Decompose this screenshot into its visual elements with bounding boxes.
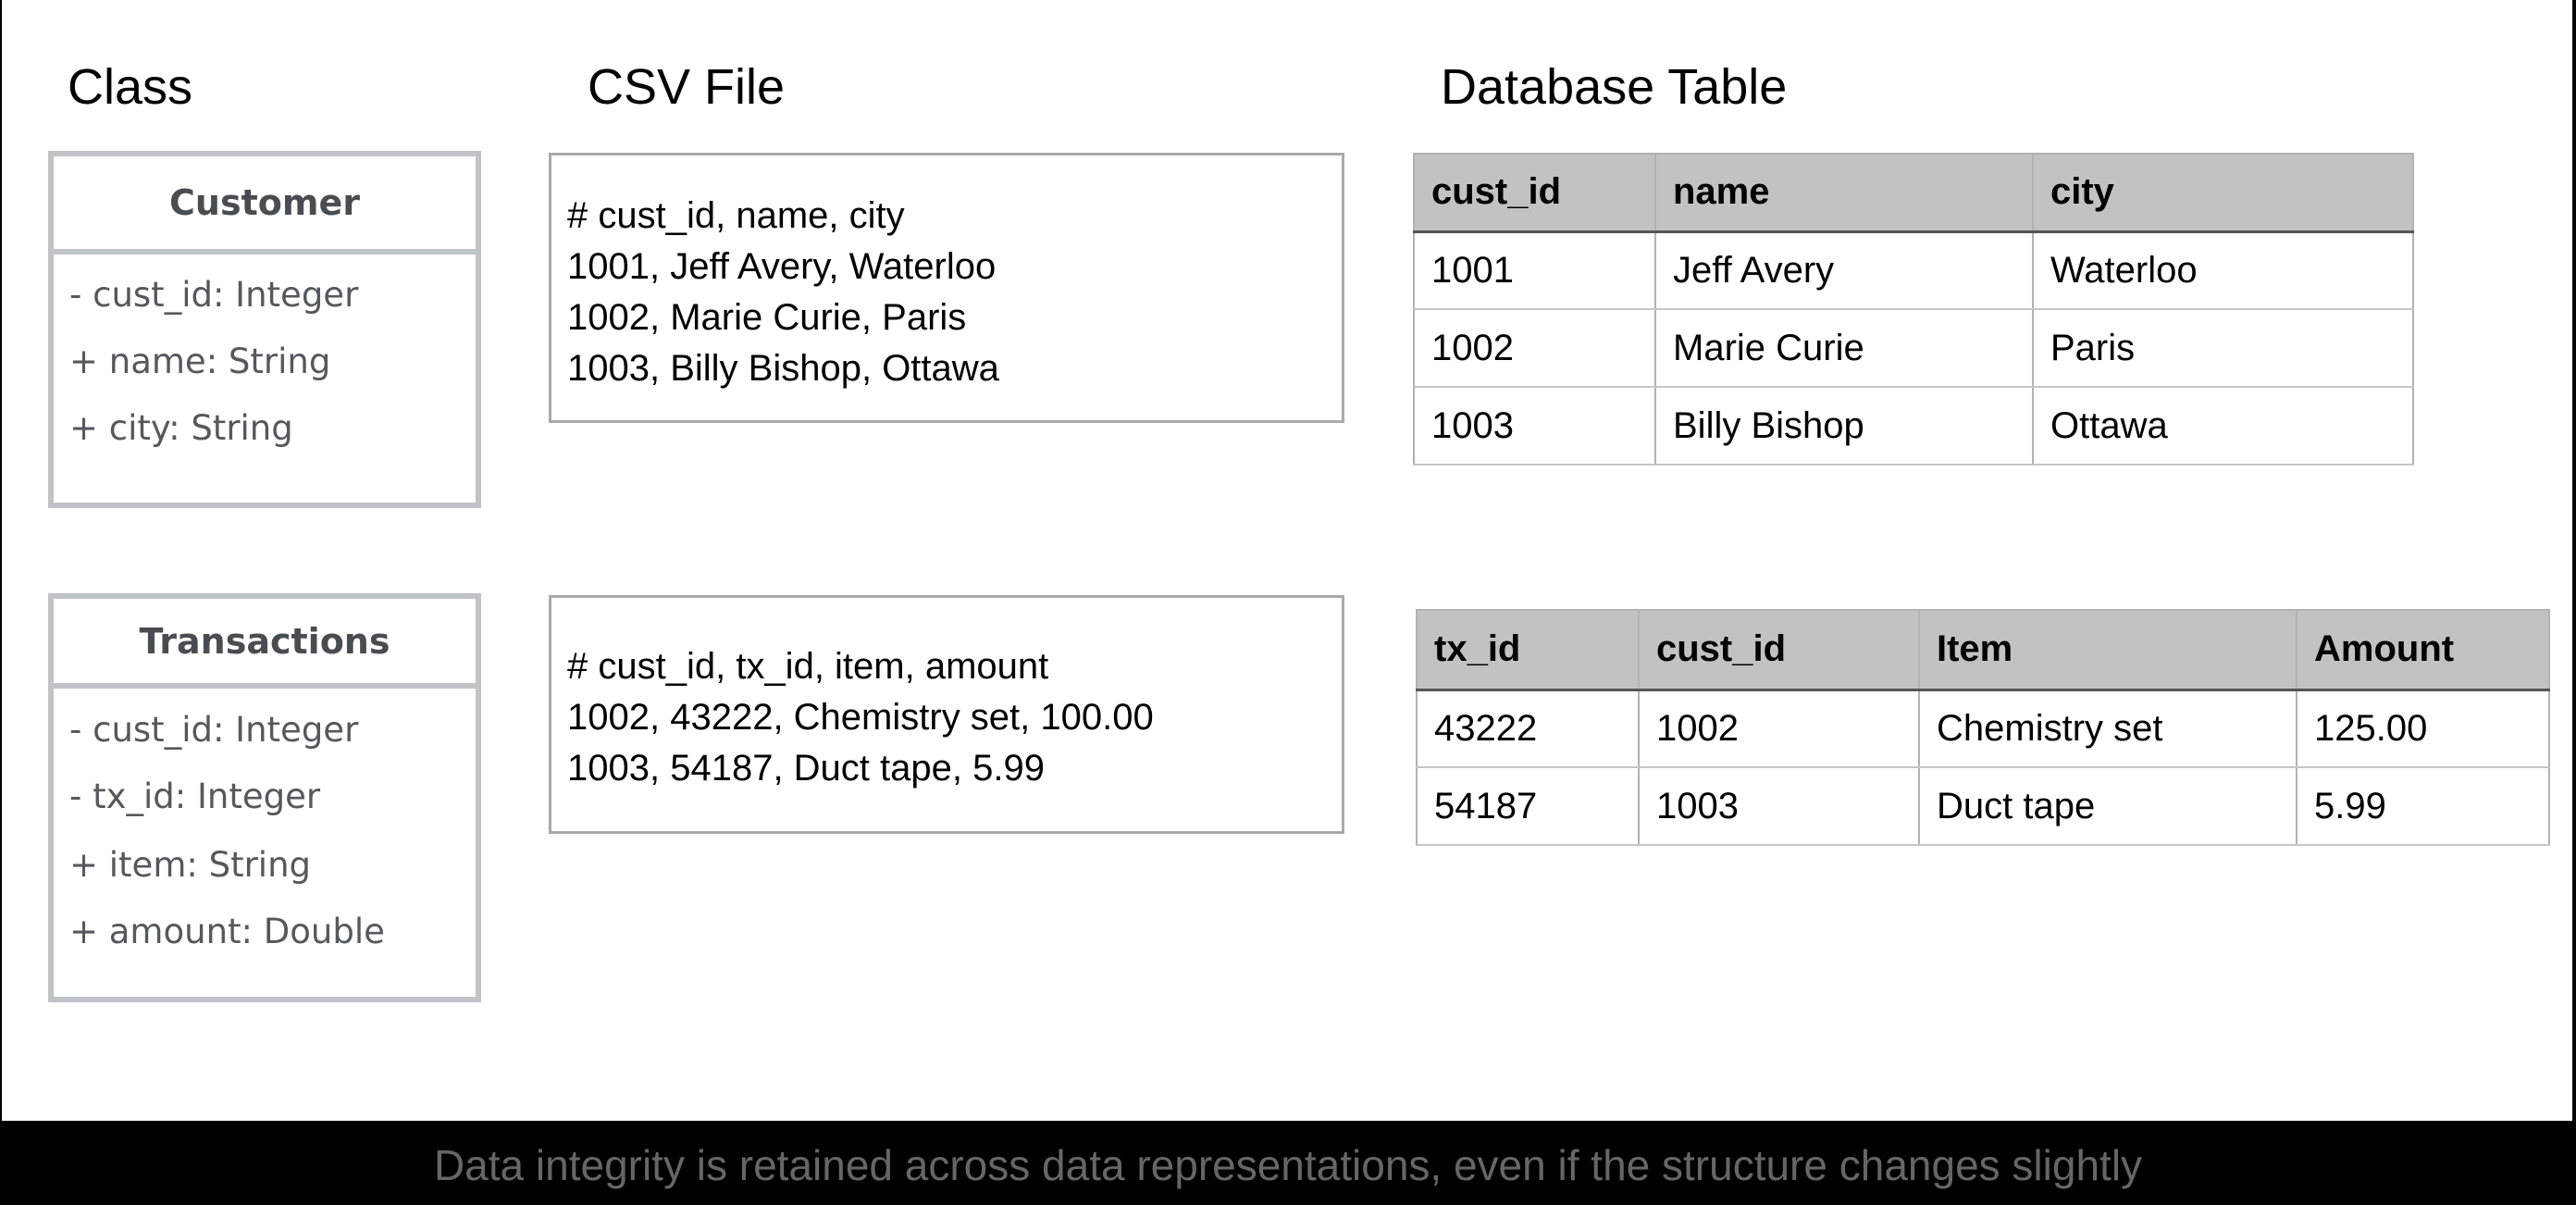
table-cell: Waterloo (2033, 231, 2413, 309)
table-cell: Paris (2033, 309, 2413, 387)
db-table-customers (1413, 153, 2414, 466)
table-cell: 5.99 (2297, 767, 2549, 845)
table-cell: Marie Curie (1655, 309, 2033, 387)
db-table-transactions (1416, 609, 2550, 846)
uml-attribute: - tx_id: Integer (69, 776, 321, 816)
csv-line: # cust_id, tx_id, item, amount (567, 646, 1049, 687)
table-cell: 125.00 (2297, 689, 2549, 767)
heading-csv-file: CSV File (588, 59, 786, 115)
table-cell: 1002 (1414, 309, 1655, 387)
uml-attribute: - cust_id: Integer (69, 275, 359, 315)
table-cell: Ottawa (2033, 387, 2413, 465)
heading-class: Class (68, 59, 193, 115)
table-cell: Billy Bishop (1655, 387, 2033, 465)
uml-attribute: + name: String (69, 342, 331, 381)
table-cell: Duct tape (1919, 767, 2297, 845)
uml-attribute: - cust_id: Integer (69, 710, 359, 750)
csv-line: 1001, Jeff Avery, Waterloo (567, 246, 997, 287)
table-header-row (1417, 610, 2549, 689)
uml-attribute: + item: String (69, 845, 312, 885)
csv-file-transactions (549, 595, 1344, 834)
table-cell: Jeff Avery (1655, 231, 2033, 309)
column-header: city (2033, 154, 2413, 231)
uml-class-customer (48, 151, 481, 508)
column-header: Item (1919, 610, 2297, 689)
table-cell: 1001 (1414, 231, 1655, 309)
column-header: cust_id (1414, 154, 1655, 231)
column-header: name (1655, 154, 2033, 231)
table-row (1417, 767, 2549, 845)
table-header-row (1414, 154, 2413, 231)
diagram-canvas (2, 0, 2572, 1121)
table-cell: 1003 (1639, 767, 1919, 845)
uml-class-name: Transactions (54, 599, 476, 689)
uml-attribute: + amount: Double (69, 912, 385, 951)
table-cell: Chemistry set (1919, 689, 2297, 767)
table-cell: 1002 (1639, 689, 1919, 767)
csv-file-customers (549, 153, 1344, 423)
heading-database-table: Database Table (1441, 59, 1788, 115)
column-header: tx_id (1417, 610, 1639, 689)
csv-line: 1003, 54187, Duct tape, 5.99 (567, 748, 1045, 789)
table-cell: 1003 (1414, 387, 1655, 465)
uml-class-transactions (48, 593, 481, 1002)
column-header: cust_id (1639, 610, 1919, 689)
uml-attribute: + city: String (69, 408, 293, 448)
caption-bar (0, 1121, 2576, 1205)
table-row (1414, 231, 2413, 309)
uml-class-name: Customer (54, 156, 476, 255)
table-row (1414, 309, 2413, 387)
csv-line: 1002, Marie Curie, Paris (567, 297, 967, 338)
csv-line: # cust_id, name, city (567, 195, 905, 236)
caption-text: Data integrity is retained across data representations, even if the structure changes slightly (433, 1140, 2143, 1189)
table-row (1414, 387, 2413, 465)
table-row (1417, 689, 2549, 767)
column-header: Amount (2297, 610, 2549, 689)
table-cell: 43222 (1417, 689, 1639, 767)
csv-line: 1002, 43222, Chemistry set, 100.00 (567, 697, 1154, 738)
table-cell: 54187 (1417, 767, 1639, 845)
csv-line: 1003, Billy Bishop, Ottawa (567, 348, 999, 389)
